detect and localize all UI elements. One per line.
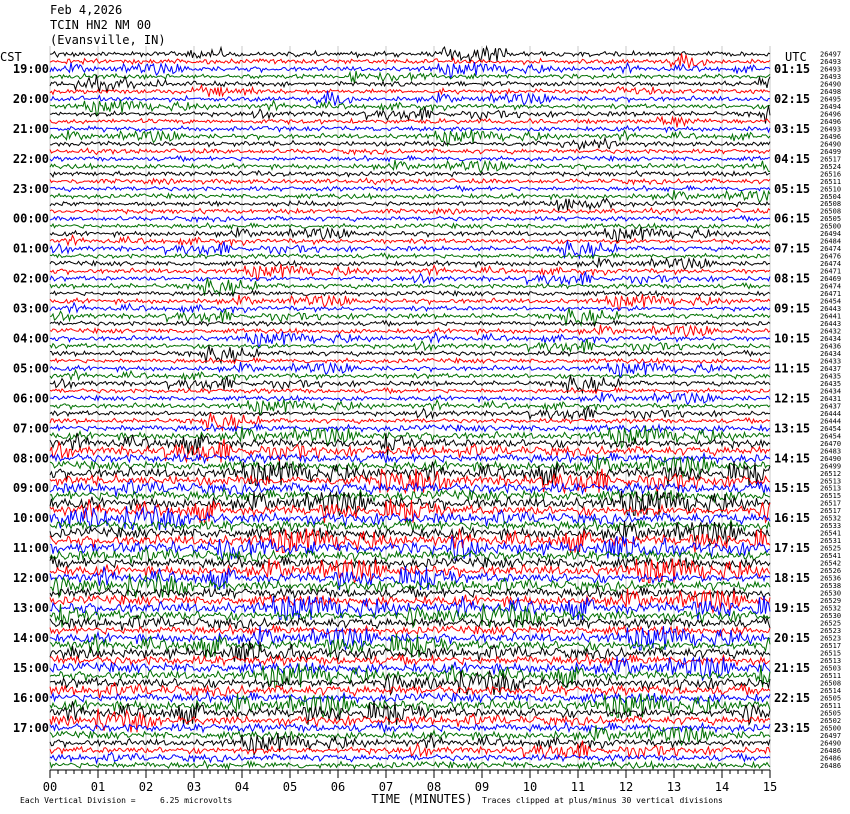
trace-mean-value: 26525 <box>820 619 842 628</box>
trace-mean-value: 26432 <box>820 327 842 336</box>
trace-mean-value: 26508 <box>820 207 842 216</box>
trace-mean-value: 26444 <box>820 409 842 418</box>
trace-mean-value: 26531 <box>820 537 842 546</box>
trace-mean-value: 26494 <box>820 102 842 111</box>
trace-mean-value: 26530 <box>820 612 842 621</box>
trace-mean-value: 26541 <box>820 552 842 561</box>
trace-mean-value: 26437 <box>820 402 842 411</box>
trace-mean-value: 26513 <box>820 484 842 493</box>
date-title: Feb 4,2026 <box>50 3 123 17</box>
left-time-label: 07:00 <box>12 421 49 436</box>
trace-mean-value: 26454 <box>820 424 842 433</box>
seismic-trace <box>50 85 770 97</box>
trace-mean-value: 26444 <box>820 417 842 426</box>
trace-mean-value: 26504 <box>820 192 842 201</box>
right-time-label: 23:15 <box>774 720 811 735</box>
trace-mean-value: 26454 <box>820 432 842 441</box>
seismic-trace <box>50 370 770 380</box>
left-time-label: 05:00 <box>12 361 49 376</box>
trace-mean-value: 26490 <box>820 140 842 149</box>
trace-mean-value: 26541 <box>820 529 842 538</box>
right-time-label: 03:15 <box>774 121 811 136</box>
trace-mean-value: 26514 <box>820 686 842 695</box>
left-axis-label: CST <box>0 50 22 64</box>
seismic-trace <box>50 148 770 154</box>
seismic-trace <box>50 325 770 337</box>
seismic-trace <box>50 227 770 243</box>
trace-mean-value: 26499 <box>820 147 842 156</box>
trace-mean-value: 26523 <box>820 626 842 635</box>
trace-mean-value: 26511 <box>820 671 842 680</box>
trace-mean-value: 26513 <box>820 656 842 665</box>
seismic-trace <box>50 257 770 269</box>
x-tick-label: 03 <box>186 780 202 794</box>
trace-mean-value: 26496 <box>820 117 842 126</box>
trace-mean-value: 26484 <box>820 237 842 246</box>
trace-mean-value: 26512 <box>820 469 842 478</box>
seismic-trace <box>50 199 770 212</box>
left-time-label: 08:00 <box>12 451 49 466</box>
x-tick-label: 13 <box>666 780 682 794</box>
right-time-label: 01:15 <box>774 61 811 76</box>
seismic-trace <box>50 47 770 63</box>
left-time-label: 03:00 <box>12 301 49 316</box>
trace-mean-value: 26470 <box>820 439 842 448</box>
trace-mean-value: 26493 <box>820 125 842 134</box>
trace-mean-value: 26516 <box>820 170 842 179</box>
trace-mean-value: 26490 <box>820 454 842 463</box>
trace-mean-value: 26443 <box>820 320 842 329</box>
left-time-label: 04:00 <box>12 331 49 346</box>
trace-mean-value: 26435 <box>820 372 842 381</box>
seismic-trace <box>50 303 770 313</box>
left-time-label: 09:00 <box>12 481 49 496</box>
seismic-trace <box>50 186 770 192</box>
x-tick-label: 12 <box>618 780 634 794</box>
trace-mean-value: 26431 <box>820 394 842 403</box>
trace-mean-value: 26505 <box>820 215 842 224</box>
right-time-label: 11:15 <box>774 361 811 376</box>
seismic-trace <box>50 358 770 364</box>
seismic-trace <box>50 223 770 229</box>
right-time-label: 19:15 <box>774 601 811 616</box>
trace-mean-value: 26508 <box>820 200 842 209</box>
seismic-trace <box>50 663 770 687</box>
x-tick-label: 11 <box>570 780 586 794</box>
trace-mean-value: 26532 <box>820 514 842 523</box>
scale-units: 6.25 microvolts <box>160 796 233 805</box>
right-time-label: 02:15 <box>774 91 811 106</box>
x-tick-label: 10 <box>522 780 538 794</box>
right-time-label: 17:15 <box>774 541 811 556</box>
trace-mean-value: 26542 <box>820 559 842 568</box>
trace-mean-value: 26490 <box>820 739 842 748</box>
trace-mean-value: 26505 <box>820 709 842 718</box>
trace-mean-value: 26486 <box>820 746 842 755</box>
seismic-trace <box>50 216 770 222</box>
seismic-trace <box>50 671 770 695</box>
seismic-trace <box>50 253 770 259</box>
x-tick-label: 08 <box>426 780 442 794</box>
right-time-label: 21:15 <box>774 660 811 675</box>
trace-mean-value: 26517 <box>820 507 842 516</box>
seismic-trace <box>50 388 770 394</box>
trace-mean-value: 26443 <box>820 305 842 314</box>
seismic-trace <box>50 439 770 463</box>
right-time-label: 15:15 <box>774 481 811 496</box>
left-time-label: 12:00 <box>12 571 49 586</box>
trace-mean-value: 26525 <box>820 544 842 553</box>
seismic-trace <box>50 160 770 172</box>
right-time-label: 06:15 <box>774 211 811 226</box>
trace-mean-value: 26493 <box>820 57 842 66</box>
left-time-label: 15:00 <box>12 660 49 675</box>
seismic-trace <box>50 208 770 214</box>
trace-mean-value: 26441 <box>820 312 842 321</box>
seismic-trace <box>50 489 770 502</box>
trace-mean-value: 26533 <box>820 522 842 531</box>
trace-mean-value: 26486 <box>820 754 842 763</box>
seismic-trace <box>50 117 770 128</box>
clip-note: Traces clipped at plus/minus 30 vertical divisions <box>482 796 723 805</box>
left-time-label: 21:00 <box>12 121 49 136</box>
left-time-label: 11:00 <box>12 541 49 556</box>
trace-mean-value: 26502 <box>820 716 842 725</box>
right-axis-label: UTC <box>785 50 807 64</box>
left-time-label: 23:00 <box>12 181 49 196</box>
trace-mean-value: 26532 <box>820 604 842 613</box>
trace-mean-value: 26511 <box>820 177 842 186</box>
trace-mean-value: 26490 <box>820 80 842 89</box>
location-title: (Evansville, IN) <box>50 33 166 47</box>
right-time-label: 13:15 <box>774 421 811 436</box>
left-time-label: 20:00 <box>12 91 49 106</box>
trace-mean-value: 26493 <box>820 65 842 74</box>
trace-mean-value: 26495 <box>820 95 842 104</box>
trace-mean-value: 26435 <box>820 379 842 388</box>
left-time-label: 01:00 <box>12 241 49 256</box>
seismic-trace <box>50 178 770 184</box>
seismic-trace <box>50 761 770 769</box>
right-time-label: 14:15 <box>774 451 811 466</box>
trace-mean-value: 26529 <box>820 597 842 606</box>
trace-mean-value: 26494 <box>820 230 842 239</box>
seismic-trace <box>50 424 770 432</box>
trace-mean-value: 26496 <box>820 132 842 141</box>
x-tick-label: 06 <box>330 780 346 794</box>
scale-caption: Each Vertical Division = <box>20 796 136 805</box>
left-time-label: 17:00 <box>12 720 49 735</box>
right-time-label: 05:15 <box>774 181 811 196</box>
seismic-trace <box>50 752 770 763</box>
seismic-trace <box>50 190 770 202</box>
trace-mean-value: 26517 <box>820 641 842 650</box>
trace-mean-value: 26524 <box>820 162 842 171</box>
trace-mean-value: 26523 <box>820 634 842 643</box>
trace-mean-value: 26497 <box>820 50 842 59</box>
left-time-label: 14:00 <box>12 630 49 645</box>
trace-mean-value: 26500 <box>820 724 842 733</box>
x-tick-label: 04 <box>234 780 250 794</box>
trace-mean-value: 26498 <box>820 87 842 96</box>
trace-mean-value: 26515 <box>820 492 842 501</box>
seismic-trace <box>50 506 770 530</box>
trace-mean-value: 26433 <box>820 357 842 366</box>
seismic-trace <box>50 339 770 353</box>
seismic-trace <box>50 392 770 404</box>
seismic-trace <box>50 171 770 177</box>
trace-mean-value: 26476 <box>820 252 842 261</box>
seismic-trace <box>50 654 770 665</box>
left-time-label: 00:00 <box>12 211 49 226</box>
trace-mean-value: 26471 <box>820 267 842 276</box>
x-tick-label: 14 <box>714 780 730 794</box>
x-axis-title: TIME (MINUTES) <box>371 792 473 806</box>
right-time-label: 18:15 <box>774 571 811 586</box>
station-title: TCIN HN2 NM 00 <box>50 18 152 32</box>
x-tick-label: 15 <box>762 780 778 794</box>
right-time-label: 20:15 <box>774 630 811 645</box>
trace-mean-value: 26474 <box>820 260 842 269</box>
trace-mean-value: 26505 <box>820 694 842 703</box>
trace-mean-value: 26499 <box>820 462 842 471</box>
seismic-trace <box>50 406 770 420</box>
right-time-label: 22:15 <box>774 690 811 705</box>
left-time-label: 19:00 <box>12 61 49 76</box>
trace-mean-value: 26508 <box>820 679 842 688</box>
seismic-trace <box>50 587 770 599</box>
x-tick-label: 05 <box>282 780 298 794</box>
left-time-label: 13:00 <box>12 601 49 616</box>
x-tick-label: 00 <box>42 780 58 794</box>
trace-mean-value: 26497 <box>820 731 842 740</box>
trace-mean-value: 26517 <box>820 155 842 164</box>
trace-mean-value: 26517 <box>820 499 842 508</box>
x-tick-label: 07 <box>378 780 394 794</box>
left-time-label: 10:00 <box>12 511 49 526</box>
trace-mean-value: 26496 <box>820 110 842 119</box>
x-tick-label: 01 <box>90 780 106 794</box>
x-tick-label: 09 <box>474 780 490 794</box>
trace-mean-value: 26434 <box>820 335 842 344</box>
right-time-label: 09:15 <box>774 301 811 316</box>
left-time-label: 06:00 <box>12 391 49 406</box>
seismic-traces <box>50 47 770 769</box>
trace-mean-value: 26434 <box>820 349 842 358</box>
x-tick-label: 02 <box>138 780 154 794</box>
trace-mean-value: 26526 <box>820 567 842 576</box>
right-time-label: 10:15 <box>774 331 811 346</box>
seismic-trace <box>50 320 770 326</box>
seismic-trace <box>50 235 770 245</box>
trace-mean-value: 26474 <box>820 282 842 291</box>
seismic-trace <box>50 536 770 560</box>
trace-mean-value: 26511 <box>820 701 842 710</box>
trace-mean-value: 26436 <box>820 342 842 351</box>
left-time-label: 16:00 <box>12 690 49 705</box>
left-time-label: 02:00 <box>12 271 49 286</box>
trace-mean-value: 26536 <box>820 574 842 583</box>
right-time-label: 16:15 <box>774 511 811 526</box>
seismic-trace <box>50 556 770 569</box>
right-time-label: 04:15 <box>774 151 811 166</box>
seismic-trace <box>50 138 770 149</box>
trace-mean-value: 26437 <box>820 364 842 373</box>
seismic-trace <box>50 375 770 393</box>
left-time-label: 22:00 <box>12 151 49 166</box>
trace-mean-value: 26434 <box>820 387 842 396</box>
trace-mean-value: 26493 <box>820 72 842 81</box>
trace-mean-value: 26538 <box>820 582 842 591</box>
trace-mean-value: 26469 <box>820 275 842 284</box>
trace-mean-value: 26510 <box>820 185 842 194</box>
trace-mean-value: 26483 <box>820 447 842 456</box>
trace-mean-value: 26486 <box>820 761 842 770</box>
seismic-trace <box>50 156 770 162</box>
seismic-trace <box>50 291 770 297</box>
trace-mean-value: 26503 <box>820 664 842 673</box>
trace-mean-value: 26530 <box>820 589 842 598</box>
right-time-label: 07:15 <box>774 241 811 256</box>
trace-mean-value: 26474 <box>820 245 842 254</box>
trace-mean-value: 26471 <box>820 290 842 299</box>
trace-mean-value: 26515 <box>820 649 842 658</box>
right-time-label: 08:15 <box>774 271 811 286</box>
trace-mean-value: 26454 <box>820 297 842 306</box>
trace-mean-value: 26513 <box>820 477 842 486</box>
right-time-label: 12:15 <box>774 391 811 406</box>
seismic-trace <box>50 399 770 415</box>
trace-mean-value: 26500 <box>820 222 842 231</box>
